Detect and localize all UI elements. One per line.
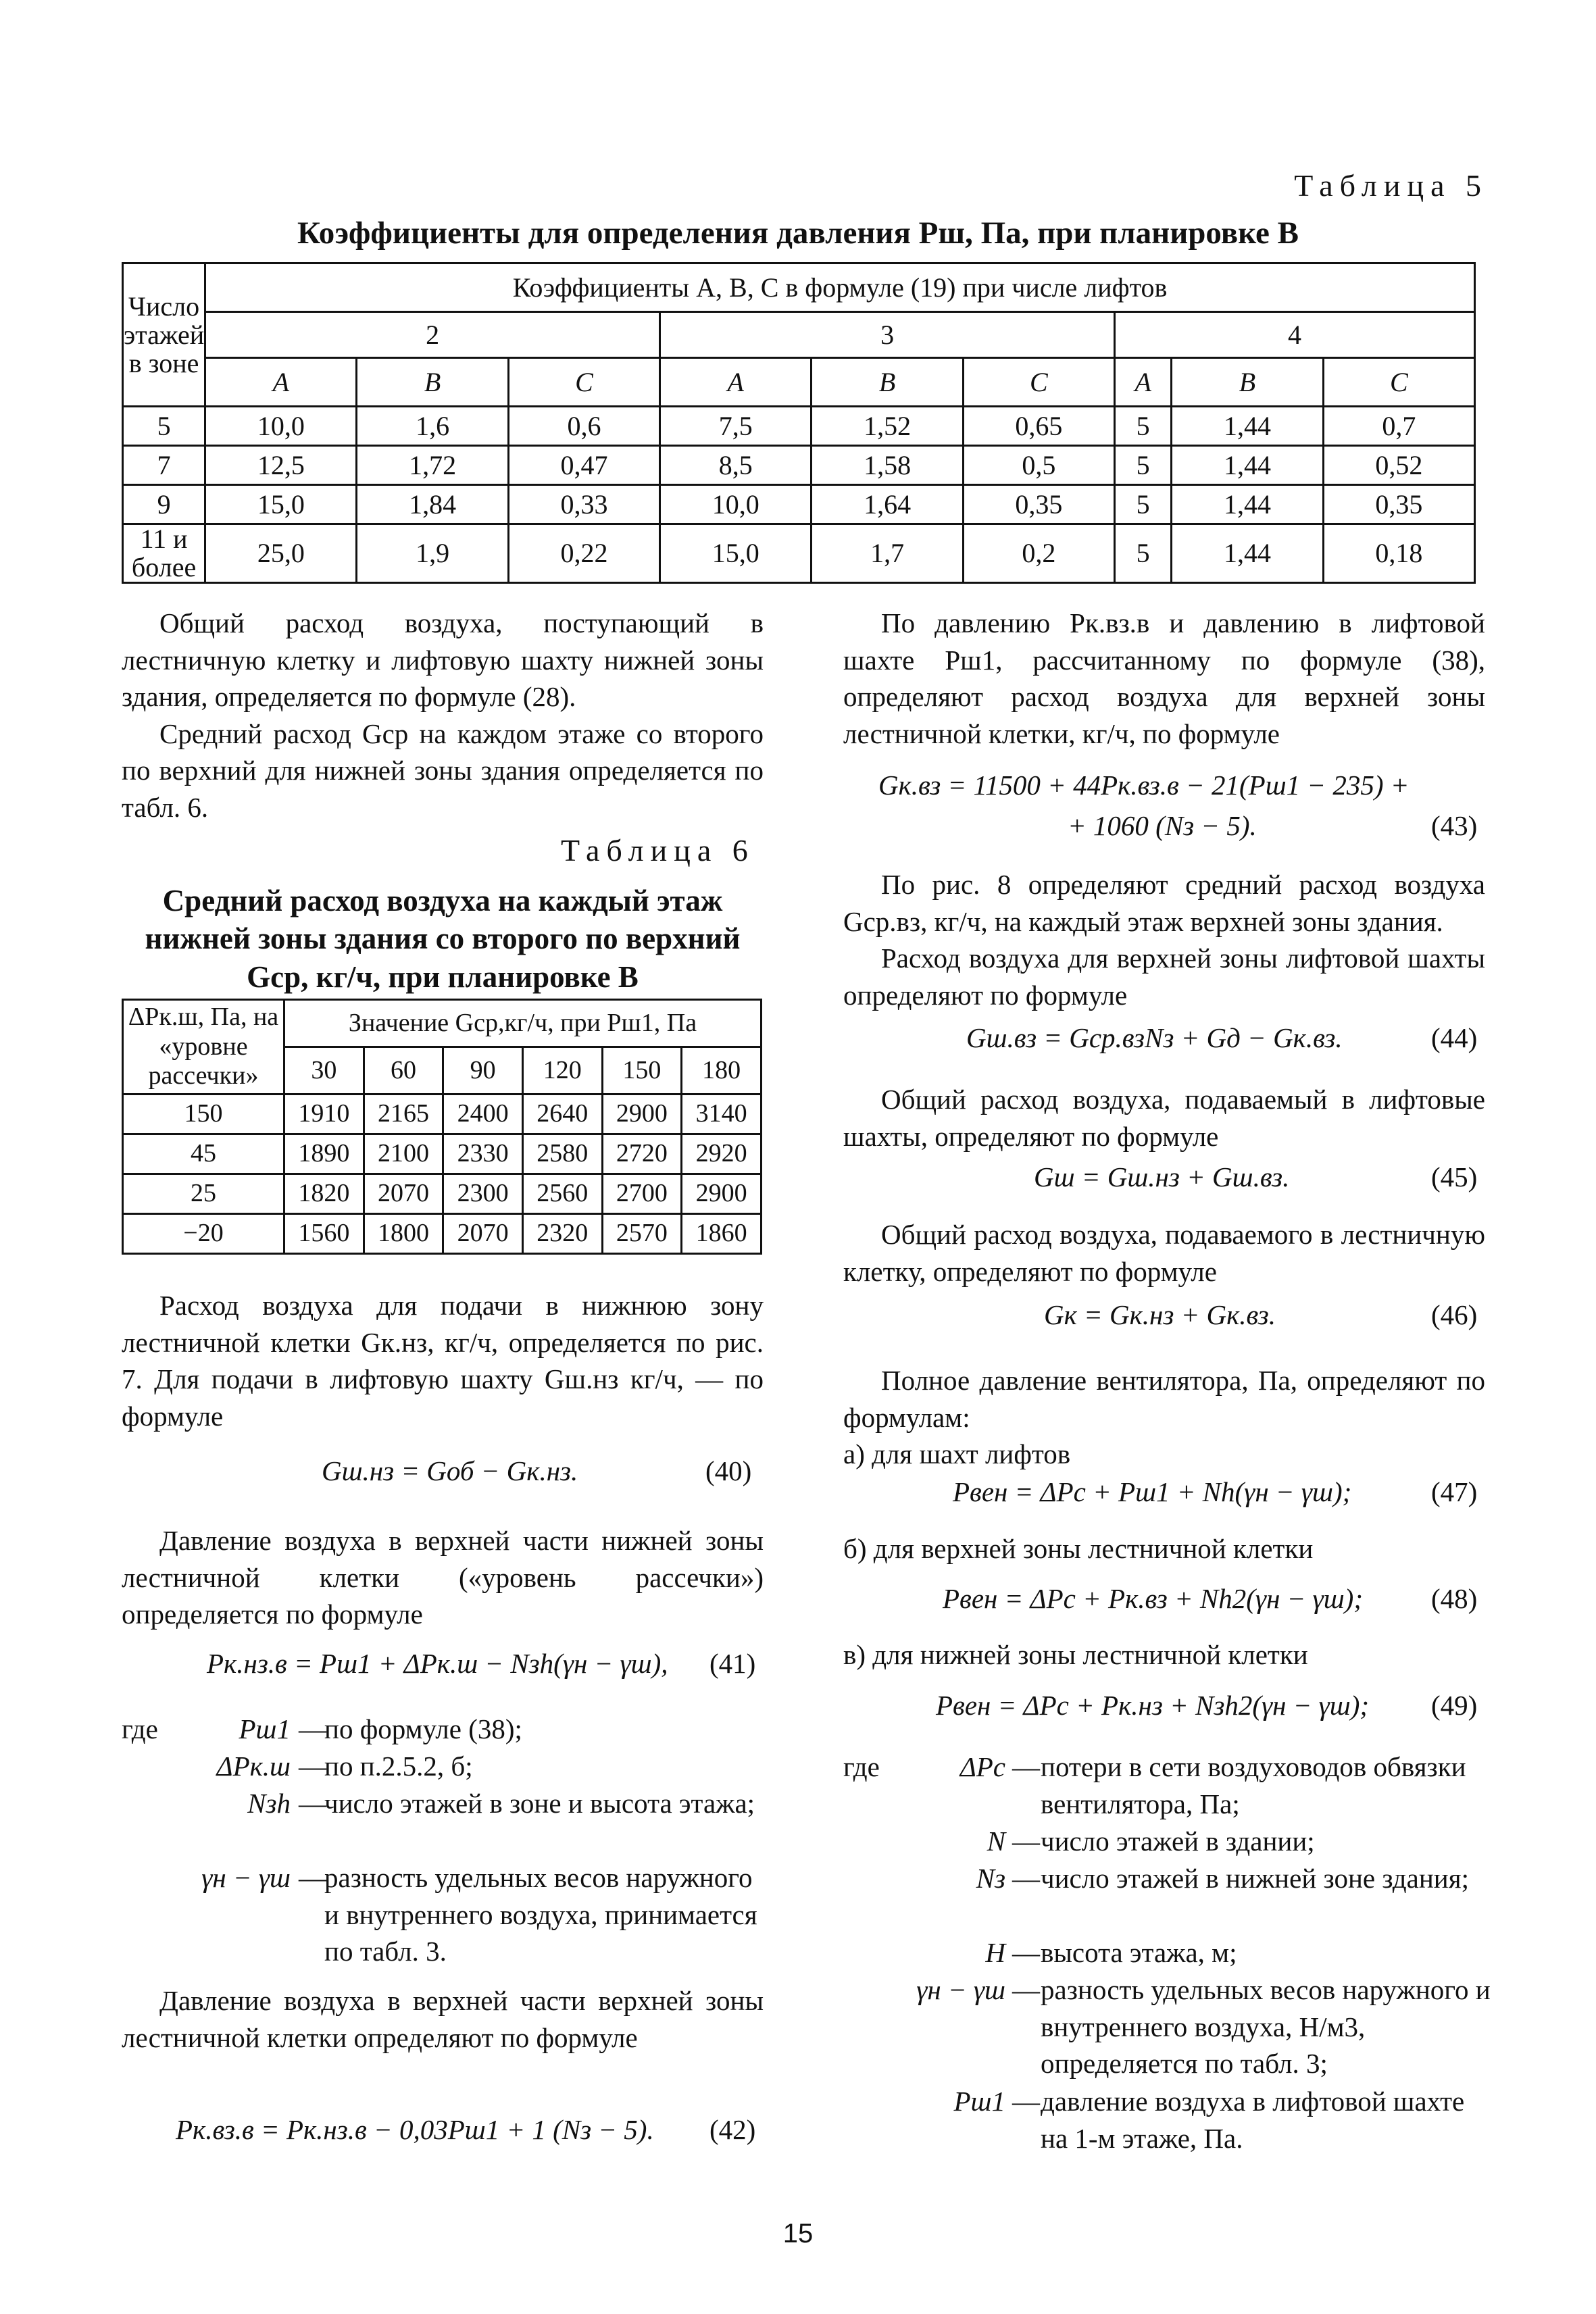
- table5: [122, 262, 1476, 584]
- formula-46-number: (46): [1431, 1299, 1478, 1330]
- right-paragraph-6: Полное давление вентилятора, Па, определяют по формулам:: [843, 1365, 1485, 1433]
- left-paragraph-4: Давление воздуха в верхней части нижней зоны лестничной клетки («уровень рассечки») определяется по формуле: [122, 1525, 764, 1630]
- table5-row: [123, 446, 1475, 485]
- right-def-dash: —: [1012, 1974, 1040, 2005]
- table6-cell: 1800: [364, 1214, 443, 1254]
- formula-46: Gк = Gк.нз + Gк.вз.: [1044, 1299, 1276, 1330]
- table5-cell: 0,5: [963, 446, 1114, 485]
- table6-p-value: 180: [682, 1047, 762, 1095]
- table6-row: [123, 1214, 762, 1254]
- formula-42-number: (42): [709, 2114, 756, 2145]
- left-def-term: Nзh: [247, 1788, 291, 1819]
- right-def-term: H: [985, 1937, 1005, 1968]
- table5-cell: 1,44: [1172, 446, 1323, 485]
- right-def-dash: —: [1012, 1751, 1040, 1782]
- table5-subheader: A: [1115, 358, 1172, 407]
- table5-subheader: B: [812, 358, 963, 407]
- formula-44: Gш.вз = Gср.взNз + Gд − Gк.вз.: [966, 1022, 1343, 1053]
- table5-cell: 12,5: [205, 446, 357, 485]
- table6-label: Таблица 6: [561, 833, 755, 867]
- table5-cell: 0,35: [963, 485, 1114, 524]
- right-def-dash: —: [1012, 1826, 1040, 1857]
- table5-cell: 1,44: [1172, 524, 1323, 583]
- table5-cell: 0,22: [508, 524, 659, 583]
- formula-43-line-2: + 1060 (Nз − 5).: [1068, 810, 1257, 841]
- table6-cell: 25: [123, 1174, 284, 1214]
- table5-title: Коэффициенты для определения давления Pш, Па, при планировке В: [297, 216, 1299, 251]
- table5-label: Таблица 5: [1294, 168, 1488, 203]
- table5-cell: 1,58: [812, 446, 963, 485]
- right-def-text: разность удельных весов наружного и внутреннего воздуха, Н/м3, определяется по табл. 3;: [1041, 1974, 1491, 2080]
- left-def-text: число этажей в зоне и высота этажа;: [324, 1788, 755, 1819]
- table6-row: [123, 1174, 762, 1214]
- right-case-c: в) для нижней зоны лестничной клетки: [843, 1639, 1308, 1670]
- table5-cell: 0,65: [963, 407, 1114, 446]
- table6-row: [123, 1134, 762, 1174]
- left-def-dash: —: [299, 1751, 326, 1782]
- formula-47-number: (47): [1431, 1476, 1478, 1507]
- table6-cell: 2900: [682, 1174, 762, 1214]
- left-where-label: где: [122, 1713, 158, 1744]
- table6-cell: 2165: [364, 1095, 443, 1134]
- right-case-b-wrap: [843, 1530, 1485, 1567]
- table6-cell: 2700: [602, 1174, 682, 1214]
- table5-subheader: B: [1172, 358, 1323, 407]
- left-paragraph-3-wrap: [122, 1287, 764, 1434]
- table5-cell: 1,64: [812, 485, 963, 524]
- right-paragraph-5-wrap: [843, 1216, 1485, 1290]
- table5-subheader: B: [357, 358, 508, 407]
- right-paragraph-2-wrap: [843, 866, 1485, 1013]
- right-case-a: а) для шахт лифтов: [843, 1438, 1071, 1470]
- table6-cell: 2920: [682, 1134, 762, 1174]
- table6-cell: 2640: [522, 1095, 602, 1134]
- table6-cell: 1890: [284, 1134, 364, 1174]
- left-def-dash: —: [299, 1788, 326, 1819]
- table6-p-value: 150: [602, 1047, 682, 1095]
- table5-floors-header: Число этажей в зоне: [123, 263, 205, 407]
- right-def-dash: —: [1012, 1863, 1040, 1894]
- table6-title-line: нижней зоны здания со второго по верхний: [145, 922, 741, 956]
- table6-cell: 2100: [364, 1134, 443, 1174]
- table6-cell: −20: [123, 1214, 284, 1254]
- table5-subheader: C: [1323, 358, 1474, 407]
- table5-row: [123, 407, 1475, 446]
- table5-cell: 0,6: [508, 407, 659, 446]
- right-def-text: высота этажа, м;: [1041, 1937, 1237, 1968]
- formula-40: Gш.нз = Gоб − Gк.нз.: [322, 1455, 578, 1486]
- formula-45-number: (45): [1431, 1161, 1478, 1192]
- left-def-dash: —: [299, 1713, 326, 1744]
- right-paragraph-5: Общий расход воздуха, подаваемого в лестничную клетку, определяют по формуле: [843, 1219, 1485, 1287]
- table6-cell: 2400: [443, 1095, 523, 1134]
- table6-title-line: Gср, кг/ч, при планировке В: [247, 959, 639, 994]
- right-def-term: N: [987, 1826, 1005, 1857]
- table5-cell: 11 и более: [123, 524, 205, 583]
- left-def-dash: —: [299, 1862, 326, 1893]
- table6-cell: 150: [123, 1095, 284, 1134]
- formula-41: Pк.нз.в = Pш1 + ΔPк.ш − Nзh(γн − γш),: [207, 1648, 668, 1679]
- right-def-text: число этажей в здании;: [1041, 1826, 1315, 1857]
- table6-p-value: 120: [522, 1047, 602, 1095]
- table6-cell: 1560: [284, 1214, 364, 1254]
- formula-47: Pвен = ΔPс + Pш1 + Nh(γн − γш);: [953, 1476, 1352, 1507]
- right-paragraph-1: По давлению Pк.вз.в и давлению в лифтовой шахте Pш1, рассчитанному по формуле (38), определяют расход воздуха для верхней зоны лестничной клетки, кг/ч, по формуле: [843, 607, 1485, 749]
- table5-cell: 5: [1115, 446, 1172, 485]
- table5-cell: 5: [1115, 407, 1172, 446]
- table6-cell: 2070: [364, 1174, 443, 1214]
- table5-cell: 1,44: [1172, 485, 1323, 524]
- table5-cell: 0,33: [508, 485, 659, 524]
- table5-row: [123, 485, 1475, 524]
- left-paragraph-5: Давление воздуха в верхней части верхней зоны лестничной клетки определяют по формуле: [122, 1985, 764, 2053]
- right-def-term: Nз: [976, 1863, 1005, 1894]
- table6-value-header: Значение Gср,кг/ч, при Pш1, Па: [284, 1000, 762, 1047]
- right-paragraph-6-wrap: [843, 1362, 1485, 1473]
- right-paragraph-3: Расход воздуха для верхней зоны лифтовой шахты определяют по формуле: [843, 942, 1485, 1011]
- table6-cell: 45: [123, 1134, 284, 1174]
- table5-cell: 5: [123, 407, 205, 446]
- formula-41-number: (41): [709, 1648, 756, 1679]
- table5-lifts-4: 4: [1115, 312, 1475, 358]
- left-def-text: по формуле (38);: [324, 1713, 522, 1744]
- table6-first-header: ΔPк.ш, Па, на «уровне рассечки»: [123, 1000, 284, 1095]
- table5-cell: 1,52: [812, 407, 963, 446]
- table6-p-value: 30: [284, 1047, 364, 1095]
- table6-p-value: 90: [443, 1047, 523, 1095]
- table6-title: [122, 882, 764, 996]
- formula-48-number: (48): [1431, 1583, 1478, 1614]
- table5-cell: 1,7: [812, 524, 963, 583]
- formula-43-line-1: Gк.вз = 11500 + 44Pк.вз.в − 21(Pш1 − 235) +: [878, 770, 1410, 801]
- table5-cell: 0,47: [508, 446, 659, 485]
- table5-cell: 1,9: [357, 524, 508, 583]
- formula-49-number: (49): [1431, 1690, 1478, 1721]
- table5-cell: 8,5: [660, 446, 812, 485]
- formula-43-number: (43): [1431, 810, 1478, 841]
- right-column: [843, 605, 1485, 752]
- table5-subheader: C: [963, 358, 1114, 407]
- formula-40-number: (40): [705, 1455, 752, 1486]
- table6-cell: 2560: [522, 1174, 602, 1214]
- table5-cell: 0,52: [1323, 446, 1474, 485]
- table5-cell: 1,6: [357, 407, 508, 446]
- right-definitions: [843, 1749, 1492, 2154]
- formula-48: Pвен = ΔPс + Pк.вз + Nh2(γн − γш);: [943, 1583, 1363, 1614]
- table5-cell: 7,5: [660, 407, 812, 446]
- table6-cell: 2320: [522, 1214, 602, 1254]
- table6-cell: 1820: [284, 1174, 364, 1214]
- formula-44-number: (44): [1431, 1022, 1478, 1053]
- table6-cell: 2580: [522, 1134, 602, 1174]
- table6: [122, 999, 762, 1255]
- left-paragraph-5-wrap: [122, 1982, 764, 2056]
- page-number: 15: [782, 2219, 814, 2248]
- table6-cell: 2330: [443, 1134, 523, 1174]
- left-paragraph-4-wrap: [122, 1522, 764, 1633]
- table6-cell: 2570: [602, 1214, 682, 1254]
- right-paragraph-2: По рис. 8 определяют средний расход воздуха Gср.вз, кг/ч, на каждый этаж верхней зоны здания.: [843, 869, 1485, 937]
- right-def-text: давление воздуха в лифтовой шахте на 1-м этаже, Па.: [1041, 2086, 1465, 2154]
- table5-cell: 1,72: [357, 446, 508, 485]
- left-def-text: по п.2.5.2, б;: [324, 1751, 473, 1782]
- table5-lifts-3: 3: [660, 312, 1115, 358]
- table6-cell: 1910: [284, 1095, 364, 1134]
- left-def-term: Pш1: [239, 1713, 291, 1744]
- table6-cell: 2720: [602, 1134, 682, 1174]
- right-def-term: Pш1: [953, 2086, 1005, 2117]
- table5-lifts-2: 2: [205, 312, 660, 358]
- table5-cell: 25,0: [205, 524, 357, 583]
- left-paragraph-2: Средний расход Gср на каждом этаже со второго по верхний для нижней зоны здания определяется по табл. 6.: [122, 718, 764, 823]
- right-def-text: число этажей в нижней зоне здания;: [1041, 1863, 1469, 1894]
- formula-45: Gш = Gш.нз + Gш.вз.: [1034, 1161, 1290, 1192]
- table5-cell: 7: [123, 446, 205, 485]
- right-def-dash: —: [1012, 1937, 1040, 1968]
- formula-49: Pвен = ΔPс + Pк.нз + Nзh2(γн − γш);: [936, 1690, 1370, 1721]
- table5-cell: 0,7: [1323, 407, 1474, 446]
- table5-cell: 5: [1115, 524, 1172, 583]
- table6-title-line: Средний расход воздуха на каждый этаж: [162, 884, 723, 917]
- right-def-dash: —: [1012, 2086, 1040, 2117]
- right-case-c-wrap: [843, 1636, 1485, 1674]
- right-case-b: б) для верхней зоны лестничной клетки: [843, 1533, 1314, 1564]
- table5-cell: 15,0: [205, 485, 357, 524]
- left-def-term: γн − γш: [201, 1862, 291, 1893]
- table5-cell: 9: [123, 485, 205, 524]
- table6-cell: 2300: [443, 1174, 523, 1214]
- table5-cell: 10,0: [660, 485, 812, 524]
- table6-cell: 2900: [602, 1095, 682, 1134]
- right-def-term: ΔPс: [959, 1751, 1005, 1782]
- table5-cell: 0,35: [1323, 485, 1474, 524]
- table5-cell: 5: [1115, 485, 1172, 524]
- table5-cell: 1,44: [1172, 407, 1323, 446]
- table6-cell: 2070: [443, 1214, 523, 1254]
- table5-subheader: A: [660, 358, 812, 407]
- table5-cell: 0,18: [1323, 524, 1474, 583]
- formula-42: Pк.вз.в = Pк.нз.в − 0,03Pш1 + 1 (Nз − 5).: [176, 2114, 654, 2145]
- table6-cell: 1860: [682, 1214, 762, 1254]
- table5-coef-header: Коэффициенты A, B, C в формуле (19) при числе лифтов: [205, 263, 1475, 312]
- right-where-label: где: [843, 1751, 880, 1782]
- right-def-text: потери в сети воздуховодов обвязки вентилятора, Па;: [1041, 1751, 1466, 1819]
- left-paragraph-3: Расход воздуха для подачи в нижнюю зону лестничной клетки Gк.нз, кг/ч, определяется по рис. 7. Для подачи в лифтовую шахту Gш.нз кг/ч, — по формуле: [122, 1290, 764, 1432]
- table6-row: [123, 1095, 762, 1134]
- table6-p-value: 60: [364, 1047, 443, 1095]
- right-paragraph-4: Общий расход воздуха, подаваемый в лифтовые шахты, определяют по формуле: [843, 1084, 1485, 1152]
- table5-row: [123, 524, 1475, 583]
- table5-cell: 0,2: [963, 524, 1114, 583]
- left-definitions: [122, 1711, 764, 1981]
- table5-cell: 15,0: [660, 524, 812, 583]
- table5-subheader: A: [205, 358, 357, 407]
- left-paragraph-1: Общий расход воздуха, поступающий в лестничную клетку и лифтовую шахту нижней зоны здания, определяется по формуле (28).: [122, 607, 764, 713]
- right-paragraph-4-wrap: [843, 1081, 1485, 1155]
- table5-subheader: C: [508, 358, 659, 407]
- table6-cell: 3140: [682, 1095, 762, 1134]
- left-def-term: ΔPк.ш: [216, 1751, 291, 1782]
- left-def-text: разность удельных весов наружного и внутреннего воздуха, принимается по табл. 3.: [324, 1862, 757, 1967]
- left-column: [122, 605, 764, 826]
- right-def-term: γн − γш: [916, 1974, 1005, 2005]
- table5-cell: 10,0: [205, 407, 357, 446]
- table5-cell: 1,84: [357, 485, 508, 524]
